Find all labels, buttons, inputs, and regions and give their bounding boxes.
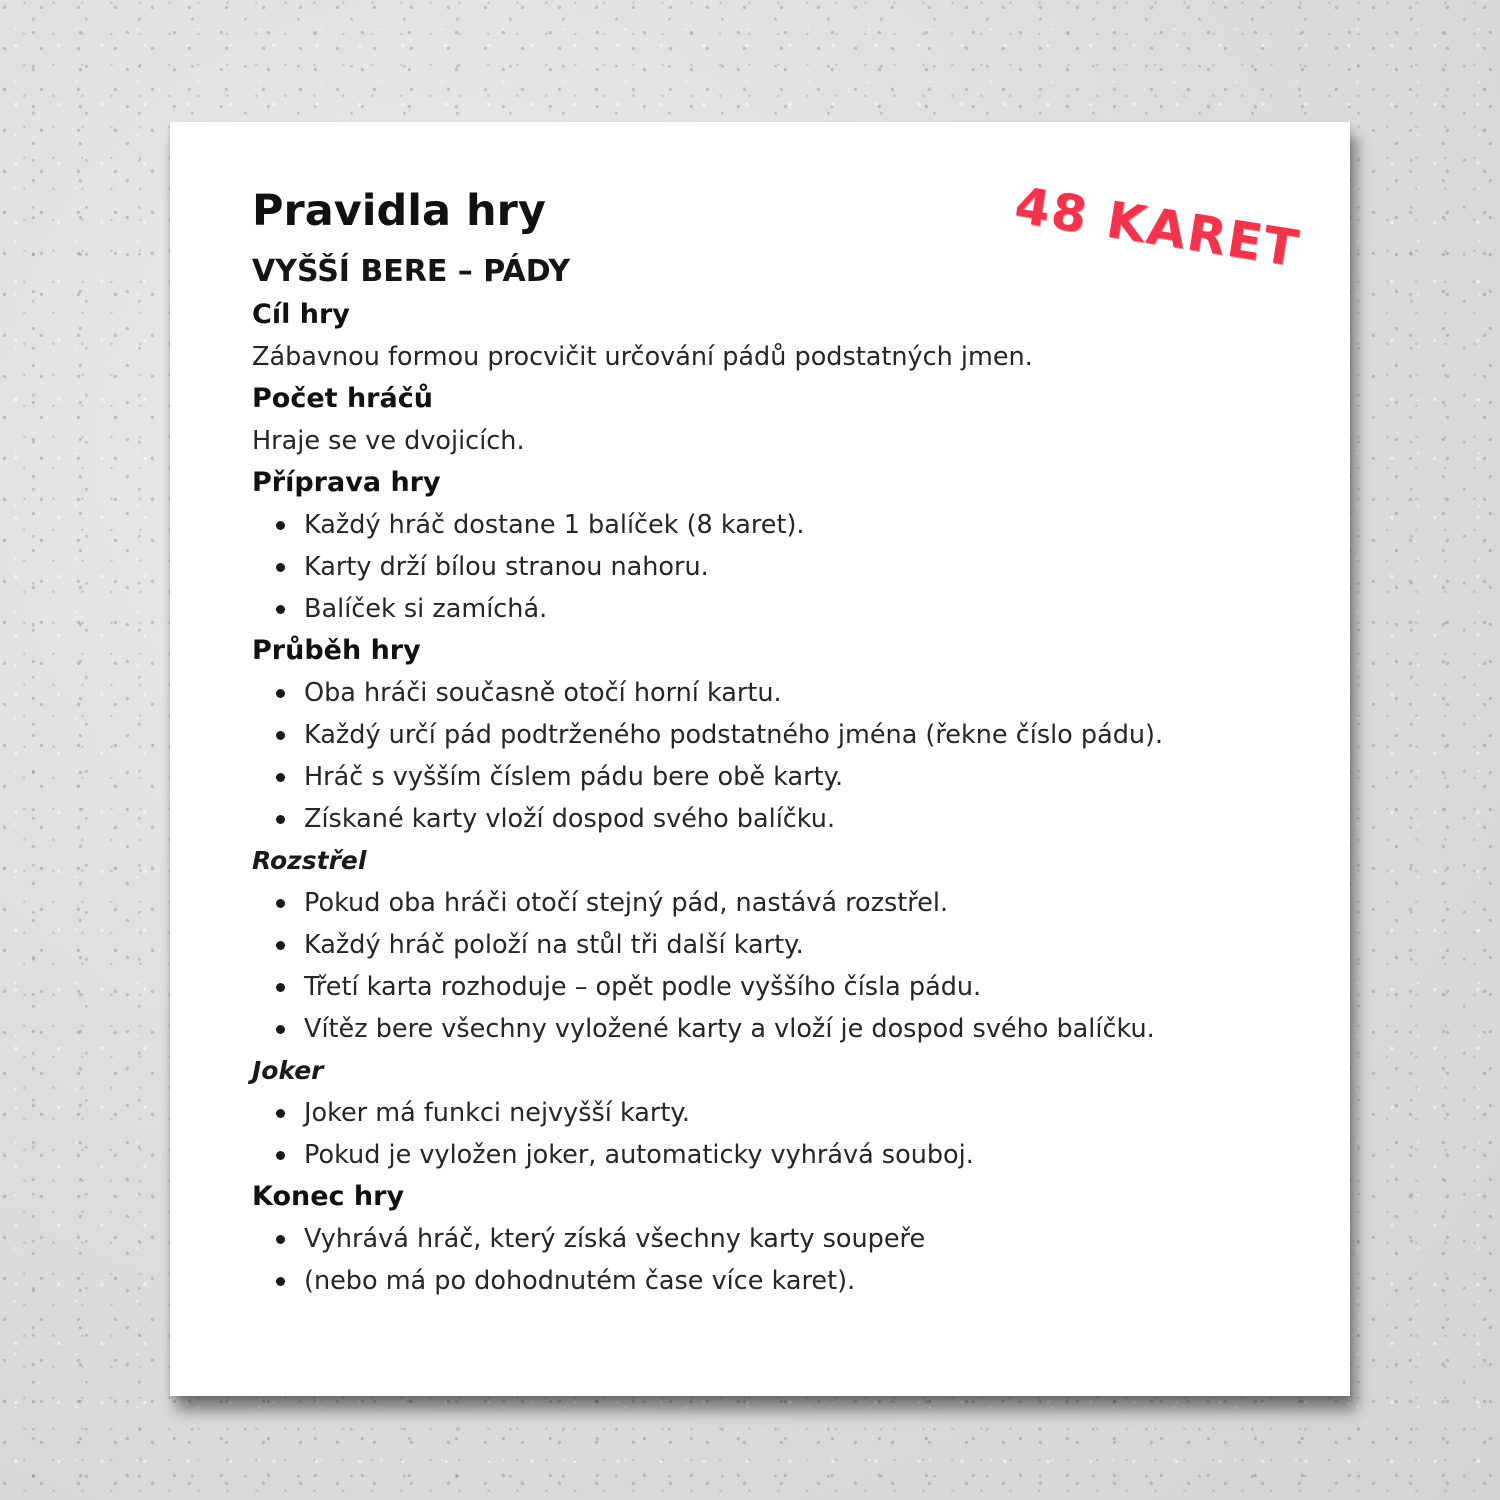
section-goal-heading: Cíl hry [252, 299, 350, 330]
shootout-list [252, 882, 1272, 1050]
list-item: Hráč s vyšším číslem pádu bere obě karty. [304, 756, 1272, 798]
section-end-heading: Konec hry [252, 1181, 405, 1212]
gameplay-list [252, 672, 1272, 840]
list-item: Každý hráč dostane 1 balíček (8 karet). [304, 504, 1272, 546]
section-gameplay-heading: Průběh hry [252, 635, 421, 666]
game-name: VYŠŠÍ BERE – PÁDY [252, 254, 571, 289]
list-item: Každý hráč položí na stůl tři další karty. [304, 924, 1272, 966]
list-item: Získané karty vloží dospod svého balíčku. [304, 798, 1272, 840]
list-item: (nebo má po dohodnutém čase více karet). [304, 1260, 1272, 1302]
section-goal-text: Zábavnou formou procvičit určování pádů podstatných jmen. [252, 342, 1033, 372]
rules-content [252, 184, 1272, 1302]
card-count-stamp: 48 KARET [1010, 176, 1304, 279]
list-item: Karty drží bílou stranou nahoru. [304, 546, 1272, 588]
list-item: Každý určí pád podtrženého podstatného jména (řekne číslo pádu). [304, 714, 1272, 756]
list-item: Balíček si zamíchá. [304, 588, 1272, 630]
joker-list [252, 1092, 1272, 1176]
page-title: Pravidla hry [252, 186, 546, 236]
section-players-text: Hraje se ve dvojicích. [252, 426, 525, 456]
list-item: Pokud je vyložen joker, automaticky vyhrává souboj. [304, 1134, 1272, 1176]
section-setup-heading: Příprava hry [252, 467, 441, 498]
section-shootout-heading: Rozstřel [252, 846, 367, 875]
rules-sheet [170, 122, 1350, 1396]
list-item: Vítěz bere všechny vyložené karty a vloží je dospod svého balíčku. [304, 1008, 1272, 1050]
list-item: Vyhrává hráč, který získá všechny karty soupeře [304, 1218, 1272, 1260]
list-item: Joker má funkci nejvyšší karty. [304, 1092, 1272, 1134]
list-item: Pokud oba hráči otočí stejný pád, nastává rozstřel. [304, 882, 1272, 924]
end-list [252, 1218, 1272, 1302]
list-item: Třetí karta rozhoduje – opět podle vyššího čísla pádu. [304, 966, 1272, 1008]
section-players-heading: Počet hráčů [252, 383, 433, 414]
list-item: Oba hráči současně otočí horní kartu. [304, 672, 1272, 714]
setup-list [252, 504, 1272, 630]
section-joker-heading: Joker [252, 1056, 324, 1085]
